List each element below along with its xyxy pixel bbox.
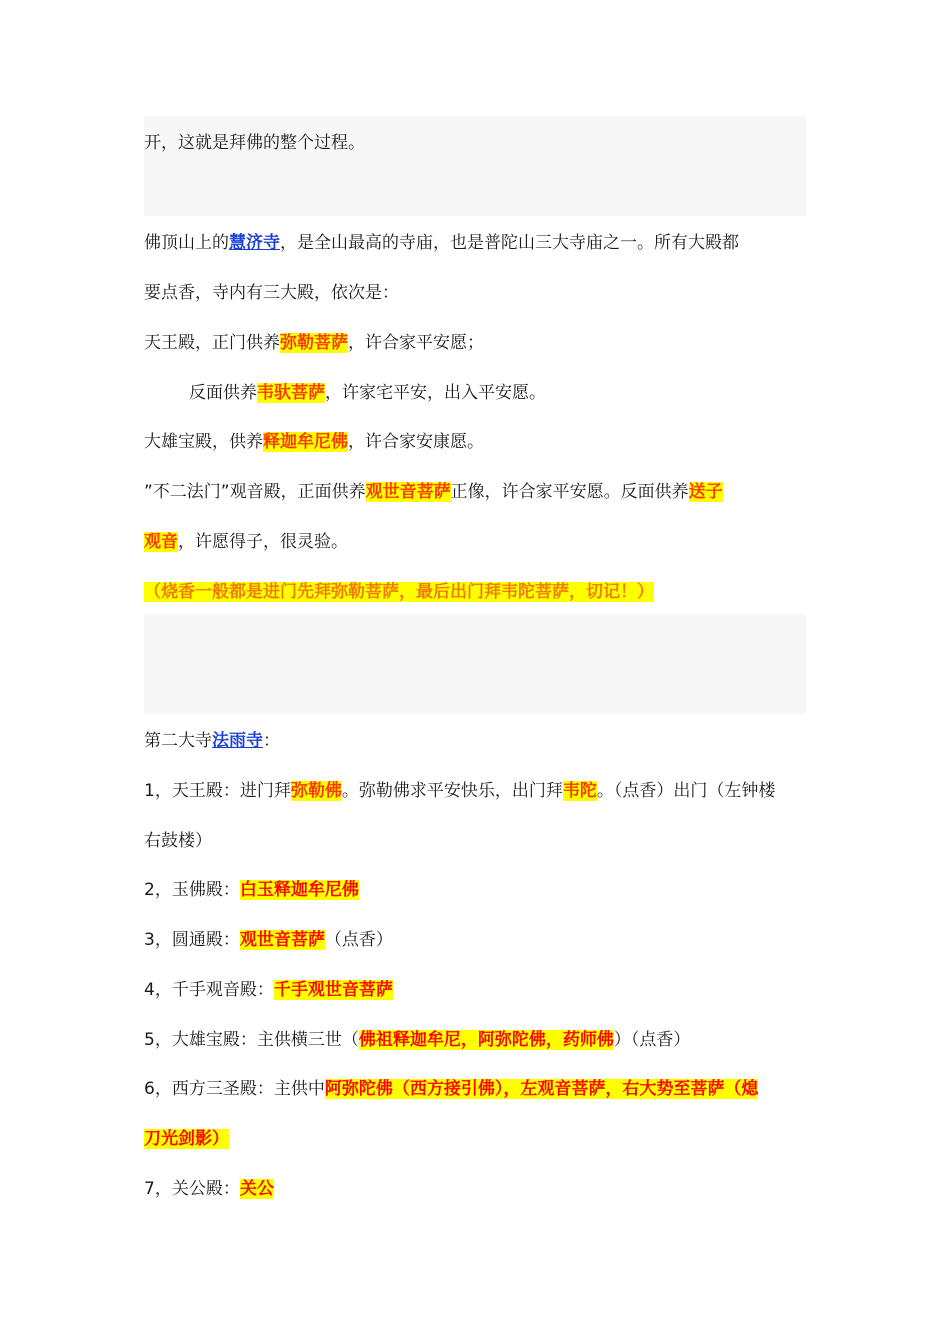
highlight-text: 佛祖释迦牟尼，阿弥陀佛，药师佛 [358,1030,614,1050]
paragraph-10: 第二大寺法雨寺： [144,731,280,751]
paragraph-15: 4，千手观音殿：千手观世音菩萨 [144,980,393,1000]
highlight-text: 白玉释迦牟尼佛 [239,880,359,900]
highlight-text: 千手观世音菩萨 [273,980,393,1000]
highlight-text: 送子 [688,482,723,502]
highlight-text: 阿弥陀佛（西方接引佛），左观音菩萨，右大势至菩萨（熄 [324,1079,759,1099]
paragraph-13: 2，玉佛殿：白玉释迦牟尼佛 [144,880,359,900]
paragraph-7: ”不二法门”观音殿，正面供养观世音菩萨正像，许合家平安愿。反面供养送子 [144,482,723,502]
highlight-text: 观世音菩萨 [239,930,325,950]
fayu-temple-link[interactable]: 法雨寺 [212,731,263,751]
paragraph-17: 6，西方三圣殿：主供中阿弥陀佛（西方接引佛），左观音菩萨，右大势至菩萨（熄 [144,1079,759,1099]
paragraph-5: 反面供养韦驮菩萨，许家宅平安，出入平安愿。 [189,383,546,403]
paragraph-14: 3，圆通殿：观世音菩萨（点香） [144,930,393,950]
highlight-text: 刀光剑影） [144,1129,229,1149]
highlight-text: 韦驮菩萨 [257,383,325,403]
paragraph-11: 1，天王殿：进门拜弥勒佛。弥勒佛求平安快乐，出门拜韦陀。（点香）出门（左钟楼 [144,781,776,801]
paragraph-19: 7，关公殿：关公 [144,1179,274,1199]
incense-note [144,580,814,604]
paragraph-18 [144,1127,814,1151]
gray-block [144,614,806,714]
paragraph-2: 佛顶山上的慧济寺，是全山最高的寺庙，也是普陀山三大寺庙之一。所有大殿都 [144,233,739,253]
highlight-text: 释迦牟尼佛 [263,432,348,452]
paragraph-16: 5，大雄宝殿：主供横三世（佛祖释迦牟尼，阿弥陀佛，药师佛）（点香） [144,1030,691,1050]
paragraph-1: 开，这就是拜佛的整个过程。 [144,133,365,153]
paragraph-12: 右鼓楼） [144,831,212,851]
paragraph-3: 要点香，寺内有三大殿，依次是： [144,283,399,303]
highlight-text: 弥勒菩萨 [280,333,348,353]
huiji-temple-link[interactable]: 慧济寺 [229,233,280,253]
highlight-note: （烧香一般都是进门先拜弥勒菩萨，最后出门拜韦陀菩萨，切记！） [144,582,654,602]
highlight-text: 韦陀 [562,781,597,801]
highlight-text: 关公 [239,1179,274,1199]
paragraph-6: 大雄宝殿，供养释迦牟尼佛，许合家安康愿。 [144,432,484,452]
paragraph-4: 天王殿，正门供养弥勒菩萨，许合家平安愿； [144,333,484,353]
highlight-text: 观世音菩萨 [365,482,451,502]
paragraph-8: 观音，许愿得子，很灵验。 [144,532,348,552]
highlight-text: 弥勒佛 [290,781,342,801]
highlight-text: 观音 [144,532,178,552]
